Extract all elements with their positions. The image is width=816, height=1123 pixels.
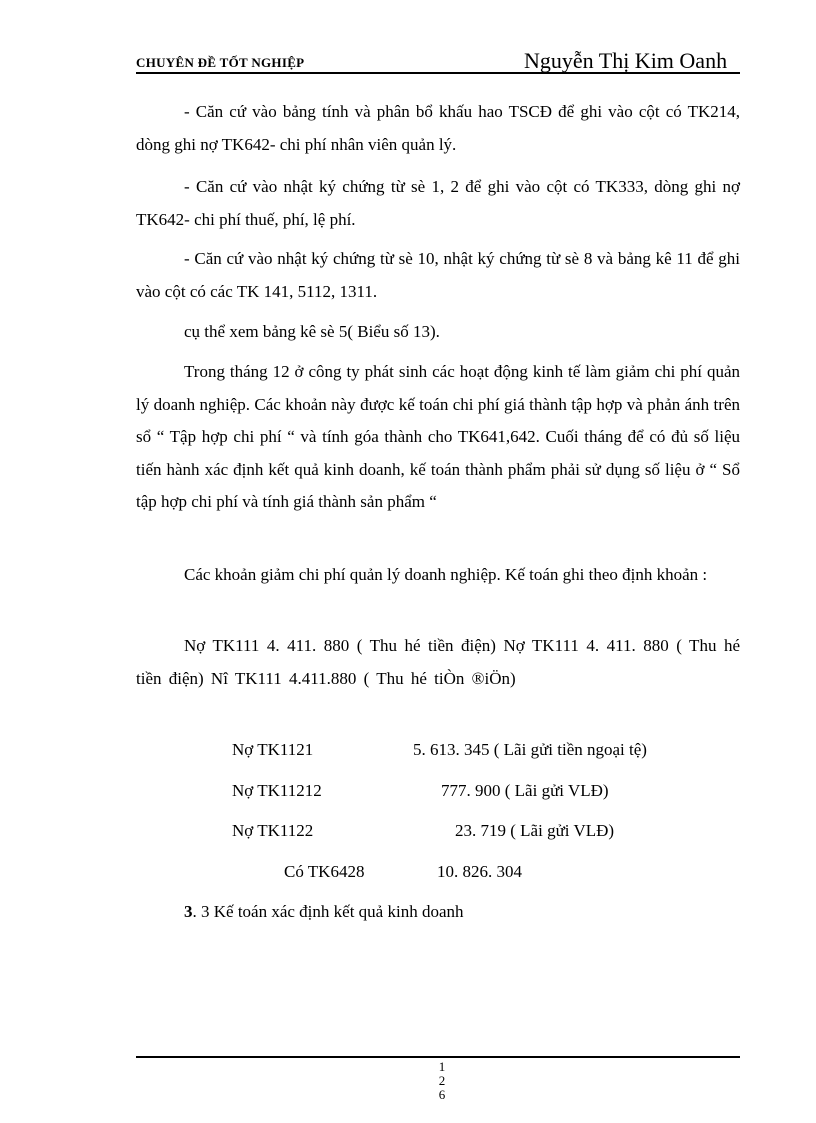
paragraph-reference: cụ thể xem bảng kê sè 5( Biểu số 13). xyxy=(184,322,440,341)
entry-account: Nợ TK11212 xyxy=(232,781,322,800)
paragraph-journal: - Căn cứ vào nhật ký chứng từ sè 10, nhật ký chứng từ sè 8 và bảng kê 11 để ghi vào cột có các TK 141, 5112, 1311. xyxy=(136,249,740,301)
header-rule xyxy=(136,72,740,74)
entry-account: Nợ TK1121 xyxy=(232,740,314,759)
paragraph-entries-intro: Các khoản giảm chi phí quản lý doanh nghiệp. Kế toán ghi theo định khoản : xyxy=(184,565,708,584)
paragraph-electricity-entry: Nợ TK111 4. 411. 880 ( Thu hé tiền điện) Nợ TK111 4. 411. 880 ( Thu hé tiền điện) Nî TK111 4.411.880 ( Thu hé tiÒn ®iÖn) xyxy=(136,636,740,688)
entry-account: Nợ TK1122 xyxy=(232,821,314,840)
page-number-digit: 6 xyxy=(438,1087,446,1102)
entry-amount: 5. 613. 345 ( Lãi gửi tiền ngoại tệ) xyxy=(413,740,647,759)
section-heading-number: 3 xyxy=(184,902,193,921)
footer-rule xyxy=(136,1056,740,1058)
page-number-digit: 2 xyxy=(438,1073,446,1088)
page-number-digit: 1 xyxy=(438,1059,446,1074)
paragraph-tax: - Căn cứ vào nhật ký chứng từ sè 1, 2 để ghi vào cột có TK333, dòng ghi nợ TK642- chi phí thuế, phí, lệ phí. xyxy=(136,177,740,229)
entry-amount: 777. 900 ( Lãi gửi VLĐ) xyxy=(441,781,609,800)
entry-amount: 10. 826. 304 xyxy=(437,862,522,881)
header-document-title: CHUYÊN ĐỀ TỐT NGHIỆP xyxy=(136,55,305,70)
section-heading-text: . 3 Kế toán xác định kết quả kinh doanh xyxy=(192,902,464,921)
header-author-name: Nguyễn Thị Kim Oanh xyxy=(524,48,728,73)
entry-account: Có TK6428 xyxy=(284,862,365,881)
section-heading xyxy=(184,902,464,922)
paragraph-cost-reduction: Trong tháng 12 ở công ty phát sinh các hoạt động kinh tế làm giảm chi phí quản lý doanh nghiệp. Các khoản này được kế toán chi phí giá thành tập hợp và phản ánh trên sổ “ Tập hợp chi phí “ và tính góa thành cho TK641,642. Cuối tháng để có đủ số liệu tiến hành xác định kết quả kinh doanh, kế toán thành phẩm phải sử dụng số liệu ở “ Sổ tập hợp chi phí và tính giá thành sản phẩm “ xyxy=(136,362,740,511)
entry-amount: 23. 719 ( Lãi gửi VLĐ) xyxy=(455,821,615,840)
paragraph-depreciation: - Căn cứ vào bảng tính và phân bổ khấu hao TSCĐ để ghi vào cột có TK214, dòng ghi nợ TK642- chi phí nhân viên quản lý. xyxy=(136,102,740,154)
